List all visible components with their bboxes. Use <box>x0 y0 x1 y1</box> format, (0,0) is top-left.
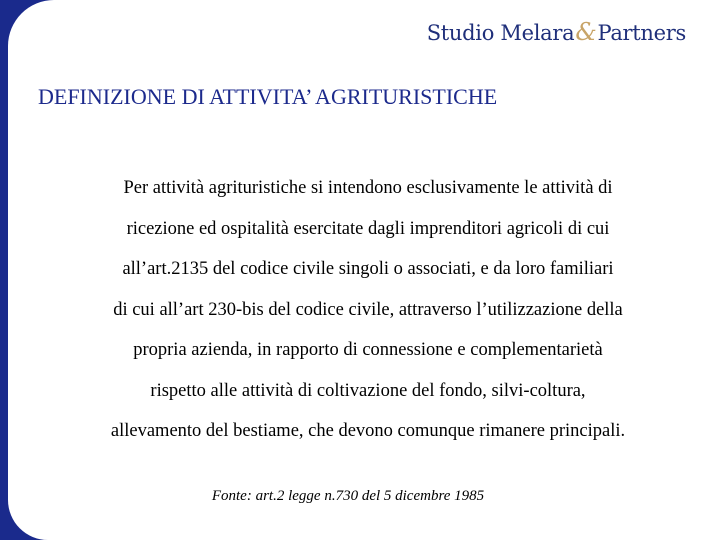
slide-title: DEFINIZIONE DI ATTIVITA’ AGRITURISTICHE <box>38 84 498 109</box>
paragraph-line: Per attività agrituristiche si intendono esclusivamente le attività di <box>123 178 613 198</box>
paragraph-line: propria azienda, in rapporto di connessione e complementarietà <box>133 340 603 360</box>
studio-logo <box>427 18 686 46</box>
logo-text-partners: Partners <box>597 21 686 45</box>
paragraph-line: rispetto alle attività di coltivazione del fondo, silvi-coltura, <box>150 380 586 401</box>
paragraph-line: allevamento del bestiame, che devono comunque rimanere principali. <box>110 421 626 441</box>
source-citation: Fonte: art.2 legge n.730 del 5 dicembre 1985 <box>211 488 485 504</box>
paragraph-line: di cui all’art 230-bis del codice civile, attraverso l’utilizzazione della <box>113 299 623 320</box>
logo-text-studio-melara: Studio Melara <box>426 21 575 45</box>
paragraph-line: ricezione ed ospitalità esercitate dagli imprenditori agricoli di cui <box>126 218 610 239</box>
content-panel <box>8 0 720 540</box>
paragraph-line: all’art.2135 del codice civile singoli o associati, e da loro familiari <box>122 259 614 279</box>
definition-paragraph <box>38 168 698 452</box>
logo-ampersand: & <box>575 18 597 46</box>
